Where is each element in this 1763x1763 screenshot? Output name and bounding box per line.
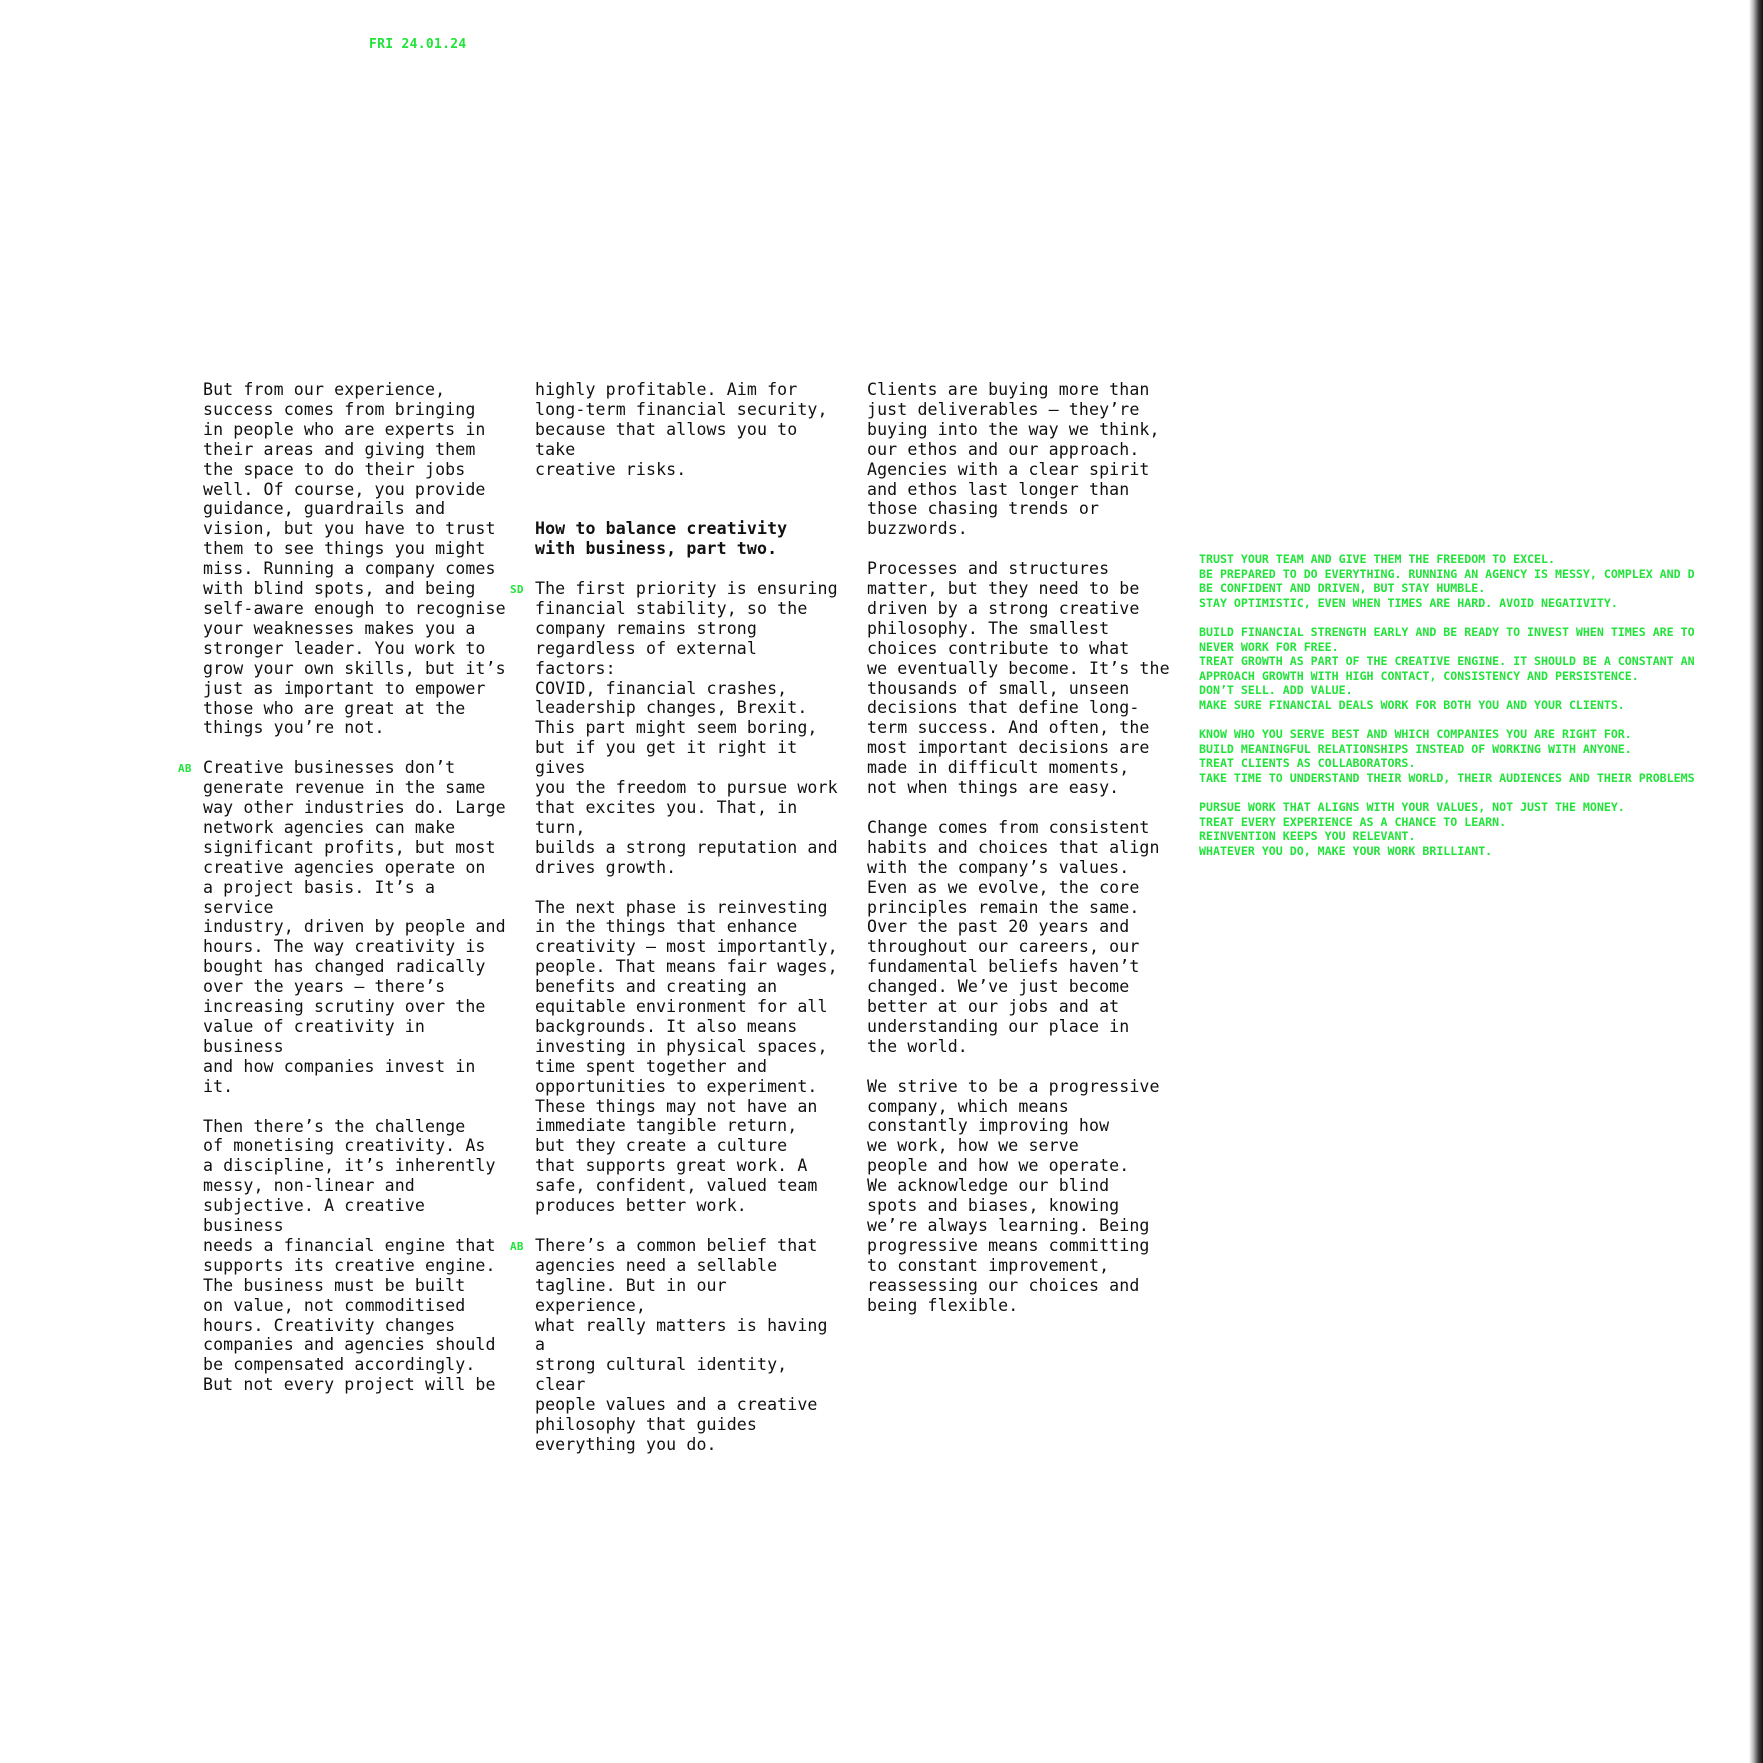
principle-line: BUILD FINANCIAL STRENGTH EARLY AND BE READY TO INVEST WHEN TIMES ARE TO [1199,624,1695,639]
principle-line: PURSUE WORK THAT ALIGNS WITH YOUR VALUES, NOT JUST THE MONEY. [1199,800,1625,815]
paragraph-text: Creative businesses don’t generate revenue in the same way other industries do. Large network agencies can make significant profits, but most creative agencies operate on a project basis. It’s a service industry, driven by people and hours. The way creativity is bought has changed radically over the years – there’s increasing scrutiny over the value of creativity in business and how companies invest in it. [203,758,506,1096]
article-paragraph [867,380,1177,539]
principles-group [1199,800,1763,858]
article-column-1 [178,380,513,1415]
page-edge-shadow [1749,0,1763,1763]
section-heading [535,519,845,559]
paragraph-text: There’s a common belief that agencies need a sellable tagline. But in our experience, what really matters is having a strong cultural identity, clear people values and a creative philosophy that guides everything you do. [535,1235,828,1454]
principles-group [1199,625,1763,713]
author-initials-marker: AB [178,762,192,776]
article-paragraph [867,1077,1177,1316]
principle-line: REINVENTION KEEPS YOU RELEVANT. [1199,829,1416,844]
principles-group [1199,552,1763,610]
principles-list [1199,552,1763,873]
principle-line: STAY OPTIMISTIC, EVEN WHEN TIMES ARE HARD. AVOID NEGATIVITY. [1199,595,1618,610]
paragraph-text: The next phase is reinvesting in the things that enhance creativity – most importantly, people. That means fair wages, benefits and creating an equitable environment for all backgrounds. It also means investing in physical spaces, time spent together and opportunities to experiment. These things may not have an immediate tangible return, but they create a culture that supports great work. A safe, confident, valued team produces better work. [535,897,838,1216]
principle-line: BUILD MEANINGFUL RELATIONSHIPS INSTEAD OF WORKING WITH ANYONE. [1199,741,1632,756]
principles-group [1199,727,1763,785]
principle-line: DON’T SELL. ADD VALUE. [1199,683,1353,698]
article-paragraph [510,1235,845,1455]
principle-line: TREAT CLIENTS AS COLLABORATORS. [1199,756,1416,771]
principle-line: BE CONFIDENT AND DRIVEN, BUT STAY HUMBLE. [1199,581,1486,596]
article-paragraph [867,559,1177,798]
paragraph-text: Processes and structures matter, but they need to be driven by a strong creative philosophy. The smallest choices contribute to what we eventually become. It’s the thousands of small, unseen decisions that define long- term success. And often, the most important decisions are made in difficult moments, not when things are easy. [867,559,1170,798]
principle-line: MAKE SURE FINANCIAL DEALS WORK FOR BOTH YOU AND YOUR CLIENTS. [1199,697,1625,712]
principle-line: NEVER WORK FOR FREE. [1199,639,1339,654]
article-paragraph [535,898,845,1217]
principle-line: TREAT EVERY EXPERIENCE AS A CHANCE TO LEARN. [1199,814,1507,829]
paragraph-text: Change comes from consistent habits and choices that align with the company’s values. Even as we evolve, the core principles remain the same. Over the past 20 years and throughout our careers, our fundamental beliefs haven’t changed. We’ve just become better at our jobs and at understanding our place in the world. [867,817,1160,1056]
article-column-2 [510,380,845,1475]
principle-line: BE PREPARED TO DO EVERYTHING. RUNNING AN AGENCY IS MESSY, COMPLEX AND D [1199,566,1695,581]
paragraph-text: Then there’s the challenge of monetising creativity. As a discipline, it’s inherently messy, non-linear and subjective. A creative business needs a financial engine that supports its creative engine. The business must be built on value, not commoditised hours. Creativity changes companies and agencies should be compensated accordingly. But not every project will be [203,1116,496,1395]
article-paragraph [203,380,513,738]
paragraph-text: Clients are buying more than just deliverables – they’re buying into the way we think, our ethos and our approach. Agencies with a clear spirit and ethos last longer than those chasing trends or buzzwords. [867,380,1160,539]
principle-line: APPROACH GROWTH WITH HIGH CONTACT, CONSISTENCY AND PERSISTENCE. [1199,668,1639,683]
author-initials-marker: AB [510,1239,524,1253]
article-paragraph [178,758,513,1096]
article-paragraph [535,380,845,480]
article-paragraph [867,818,1177,1057]
article-paragraph [203,1117,513,1396]
paragraph-text: We strive to be a progressive company, which means constantly improving how we work, how we serve people and how we operate. We acknowledge our blind spots and biases, knowing we’re always learning. Being progressive means committing to constant improvement, reassessing our choices and being flexible. [867,1076,1160,1315]
article-paragraph [510,579,845,878]
paragraph-text: How to balance creativity with business, part two. [535,519,788,559]
principle-line: TAKE TIME TO UNDERSTAND THEIR WORLD, THEIR AUDIENCES AND THEIR PROBLEMS [1199,770,1695,785]
paragraph-text: But from our experience, success comes from bringing in people who are experts in their areas and giving them the space to do their jobs well. Of course, you provide guidance, guardrails and vision, but you have to trust them to see things you might miss. Running a company comes with blind spots, and being self-aware enough to recognise your weaknesses makes you a stronger leader. You work to grow your own skills, but it’s just as important to empower those who are great at the things you’re not. [203,380,506,738]
paragraph-text: The first priority is ensuring financial stability, so the company remains strong regardless of external factors: COVID, financial crashes, leadership changes, Brexit. This part might seem boring, but if you get it right it gives you the freedom to pursue work that excites you. That, in turn, builds a strong reputation and drives growth. [535,579,838,877]
principle-line: KNOW WHO YOU SERVE BEST AND WHICH COMPANIES YOU ARE RIGHT FOR. [1199,727,1632,742]
principle-line: TREAT GROWTH AS PART OF THE CREATIVE ENGINE. IT SHOULD BE A CONSTANT AN [1199,654,1695,669]
author-initials-marker: SD [510,583,524,597]
article-column-3 [867,380,1177,1335]
paragraph-text: highly profitable. Aim for long-term financial security, because that allows you to take creative risks. [535,380,828,479]
date-label: FRI 24.01.24 [369,37,467,52]
principle-line: TRUST YOUR TEAM AND GIVE THEM THE FREEDOM TO EXCEL. [1199,552,1555,566]
principle-line: WHATEVER YOU DO, MAKE YOUR WORK BRILLIANT. [1199,843,1493,858]
